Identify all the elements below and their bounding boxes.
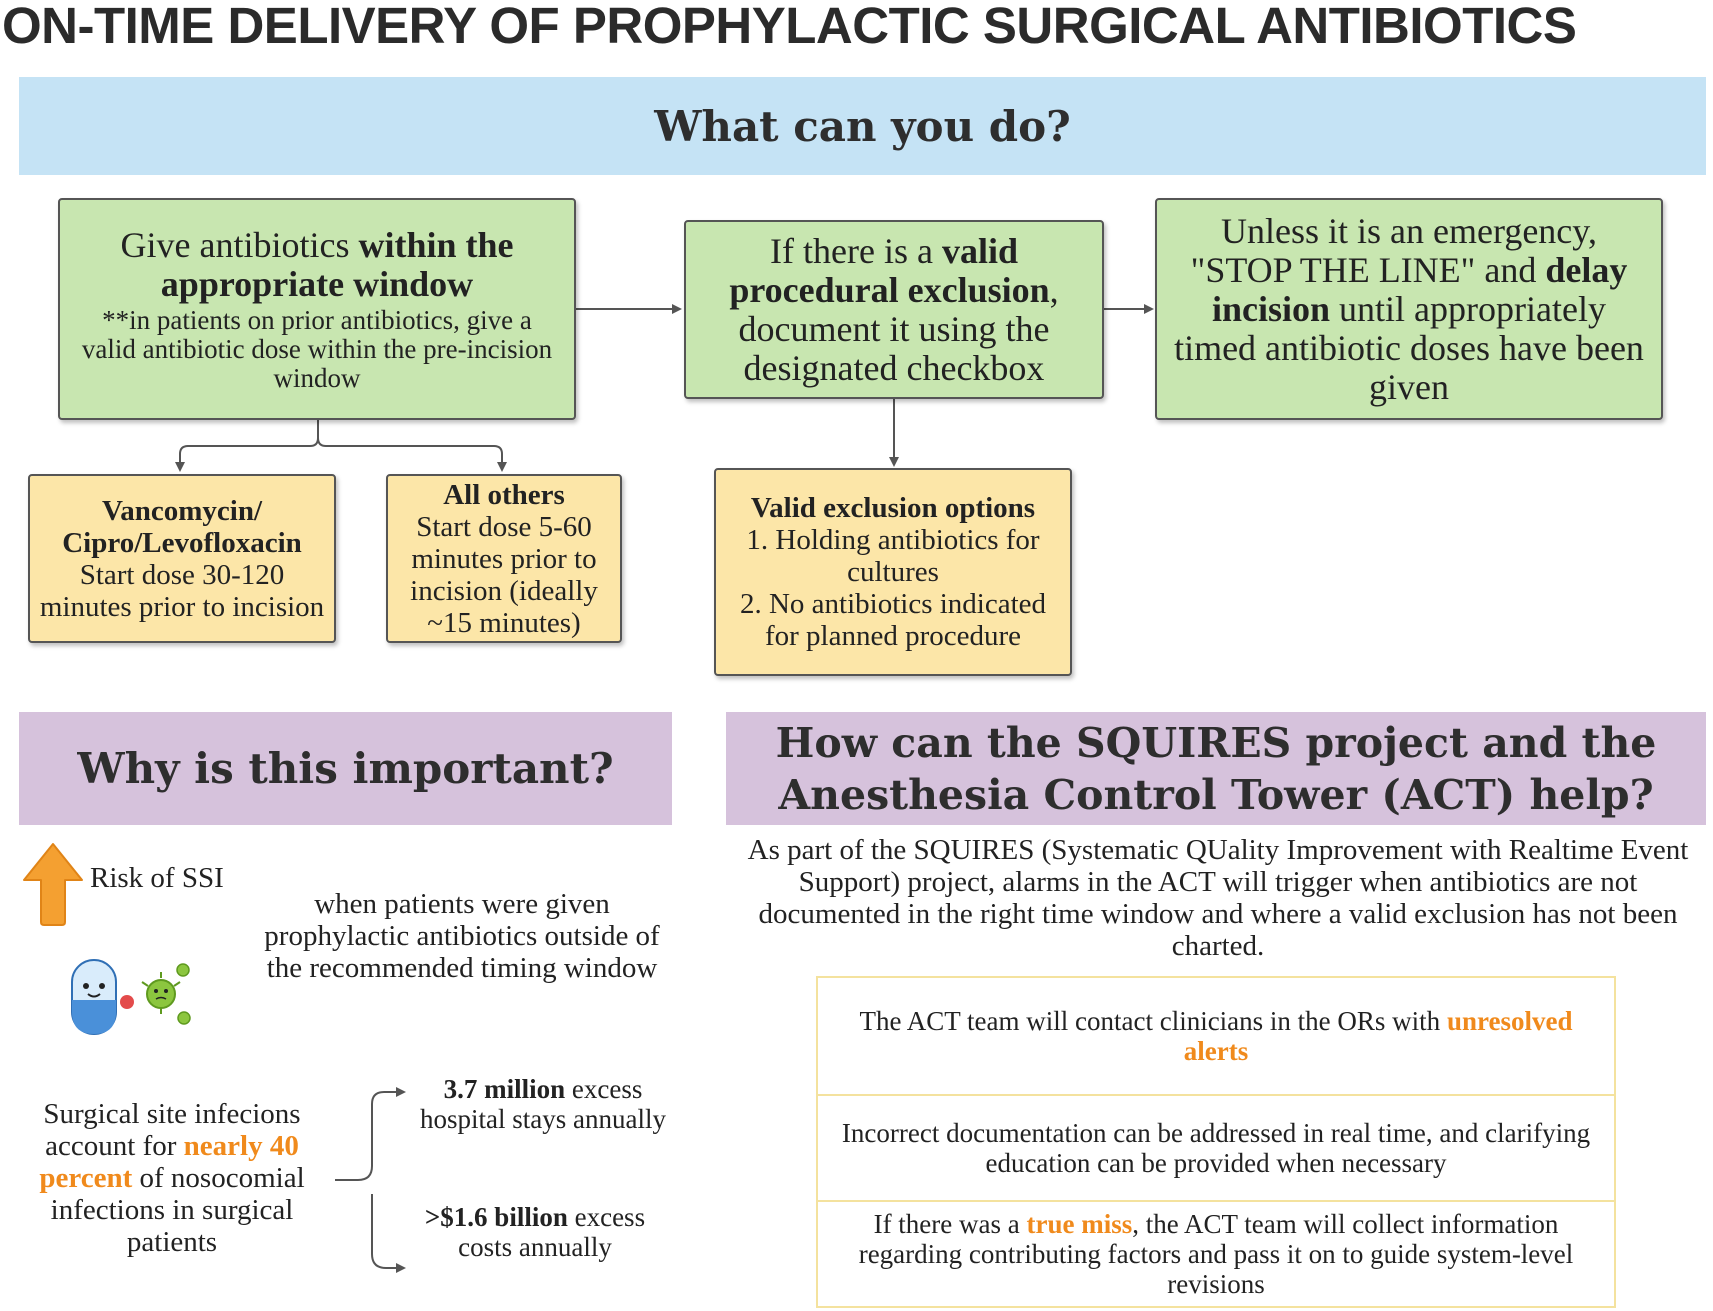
ssi-statement (14, 1098, 330, 1258)
panel-contact-clinicians (816, 976, 1616, 1096)
stat-excess-costs (418, 1202, 652, 1262)
up-arrow-icon (22, 842, 84, 926)
ssi-pre: Surgical site infecions account for (43, 1098, 301, 1162)
box3-bold: delay incision (1212, 249, 1628, 329)
ssi-post: of nosocomial infections in surgical patients (50, 1162, 305, 1258)
panel1-pre: The ACT team will contact clinicians in the ORs with (859, 1006, 1447, 1036)
box1-pre: Give antibiotics (120, 224, 359, 265)
panel-incorrect-documentation (816, 1094, 1616, 1202)
germ-icon (142, 964, 190, 1024)
stats-bracket (335, 1092, 404, 1268)
risk-text: when patients were given prophylactic antibiotics outside of the recommended timing window (264, 888, 660, 984)
pill-fighting-germ-icon (66, 956, 196, 1036)
stat2-rest: excess costs annually (458, 1202, 646, 1262)
panel1-text (836, 1006, 1596, 1066)
box-stop-the-line (1155, 198, 1663, 420)
box-valid-exclusion (684, 220, 1104, 399)
panel1-highlight: unresolved alerts (1183, 1006, 1573, 1066)
exclusion-item-2: 2. No antibiotics indicated for planned procedure (739, 588, 1047, 652)
why-section-header (19, 712, 672, 825)
box-exclusion-options (714, 468, 1072, 676)
box-vancomycin-window (28, 474, 336, 643)
box1-note: **in patients on prior antibiotics, give a valid antibiotic dose within the pre-incision window (81, 304, 553, 393)
box2-post: , document it using the designated checkbox (738, 269, 1059, 388)
what-section-heading: What can you do? (654, 101, 1071, 151)
others-title: All others (443, 478, 565, 511)
vanco-title: Vancomycin/ Cipro/Levofloxacin (62, 494, 302, 559)
panel3-highlight: true miss (1026, 1209, 1133, 1239)
panel3-post: , the ACT team will collect information regarding contributing factors and pass it on to guide system-level revisions (858, 1209, 1574, 1299)
how-section-header (726, 712, 1706, 825)
risk-label: Risk of SSI (90, 862, 224, 894)
others-body: Start dose 5-60 minutes prior to incision (ideally ~15 minutes) (410, 510, 598, 639)
exclusion-item-1: 1. Holding antibiotics for cultures (746, 524, 1040, 588)
vanco-body: Start dose 30-120 minutes prior to incision (39, 558, 325, 623)
exclusion-title: Valid exclusion options (750, 492, 1036, 524)
why-section-heading: Why is this important? (77, 744, 614, 793)
box2-text (696, 232, 1092, 388)
box1-main (74, 226, 560, 304)
box-all-others-window (386, 474, 622, 643)
panel3-text (836, 1209, 1596, 1299)
panel-true-miss (816, 1200, 1616, 1308)
stat2-bold: >$1.6 billion (424, 1202, 568, 1232)
box2-pre: If there is a (770, 230, 942, 271)
how-intro-text: As part of the SQUIRES (Systematic QUality Improvement with Realtime Event Support) project, alarms in the ACT will trigger when antibiotics are not documented in the right time window and where a valid exclusion has not been charted. (747, 834, 1689, 962)
stat1-rest: excess hospital stays annually (420, 1074, 666, 1134)
box3-text (1169, 212, 1649, 407)
panel3-pre: If there was a (873, 1209, 1027, 1239)
box1-bold: within the appropriate window (160, 224, 514, 304)
how-section-heading: How can the SQUIRES project and the Anesthesia Control Tower (ACT) help? (775, 718, 1657, 819)
box-give-antibiotics (58, 198, 576, 420)
stat1-bold: 3.7 million (443, 1074, 566, 1104)
branch-box1-to-windows (180, 420, 502, 470)
panel2-text: Incorrect documentation can be addressed in real time, and clarifying education can be provided when necessary (841, 1118, 1591, 1178)
box3-pre: Unless it is an emergency, "STOP THE LINE" and (1190, 210, 1597, 290)
stat-hospital-stays (418, 1074, 668, 1134)
page-title: ON-TIME DELIVERY OF PROPHYLACTIC SURGICAL ANTIBIOTICS (2, 0, 1577, 54)
ssi-highlight: nearly 40 percent (39, 1130, 299, 1194)
box2-bold: valid procedural exclusion (729, 230, 1050, 310)
box3-post: until appropriately timed antibiotic doses have been given (1174, 288, 1644, 407)
